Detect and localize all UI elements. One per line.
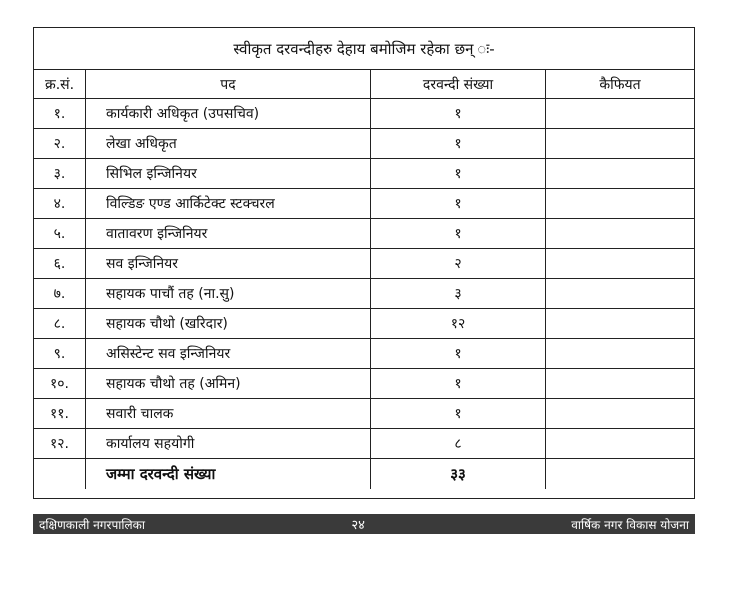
row-count: १: [371, 339, 546, 369]
positions-table: [34, 70, 694, 489]
table-row: [34, 399, 694, 429]
row-remark: [546, 99, 695, 129]
row-count: १: [371, 129, 546, 159]
table-row: [34, 429, 694, 459]
row-post: वातावरण इन्जिनियर: [86, 219, 371, 249]
row-post: सहायक चौथो तह (अमिन): [86, 369, 371, 399]
table-row: [34, 99, 694, 129]
row-post: सव इन्जिनियर: [86, 249, 371, 279]
total-row: [34, 459, 694, 490]
row-serial: ११.: [34, 399, 86, 429]
total-value: ३३: [371, 459, 546, 490]
page-footer: [33, 514, 695, 534]
row-remark: [546, 189, 695, 219]
row-serial: ६.: [34, 249, 86, 279]
row-remark: [546, 159, 695, 189]
total-serial-cell: [34, 459, 86, 490]
row-serial: ८.: [34, 309, 86, 339]
row-post: सहायक चौथो (खरिदार): [86, 309, 371, 339]
table-row: [34, 309, 694, 339]
staff-table: [33, 27, 695, 499]
row-count: ८: [371, 429, 546, 459]
row-count: ३: [371, 279, 546, 309]
row-post: सहायक पाचौं तह (ना.सु): [86, 279, 371, 309]
row-count: १: [371, 399, 546, 429]
header-remark: कैफियत: [546, 70, 695, 99]
table-row: [34, 279, 694, 309]
table-row: [34, 249, 694, 279]
header-row: [34, 70, 694, 99]
table-row: [34, 189, 694, 219]
row-count: १: [371, 159, 546, 189]
row-remark: [546, 219, 695, 249]
row-post: सिभिल इन्जिनियर: [86, 159, 371, 189]
row-serial: १.: [34, 99, 86, 129]
header-count: दरवन्दी संख्या: [371, 70, 546, 99]
row-remark: [546, 249, 695, 279]
row-serial: १०.: [34, 369, 86, 399]
row-serial: ५.: [34, 219, 86, 249]
page-number: २४: [351, 518, 365, 533]
row-count: १: [371, 99, 546, 129]
table-row: [34, 369, 694, 399]
row-count: १: [371, 219, 546, 249]
table-row: [34, 159, 694, 189]
row-remark: [546, 399, 695, 429]
row-serial: ३.: [34, 159, 86, 189]
row-serial: ७.: [34, 279, 86, 309]
row-remark: [546, 429, 695, 459]
row-post: सवारी चालक: [86, 399, 371, 429]
row-remark: [546, 129, 695, 159]
row-serial: २.: [34, 129, 86, 159]
row-post: कार्यकारी अधिकृत (उपसचिव): [86, 99, 371, 129]
total-label: जम्मा दरवन्दी संख्या: [86, 459, 371, 490]
table-row: [34, 129, 694, 159]
table-row: [34, 339, 694, 369]
row-remark: [546, 339, 695, 369]
table-caption: स्वीकृत दरवन्दीहरु देहाय बमोजिम रहेका छन् ः-: [34, 28, 694, 70]
row-count: १: [371, 189, 546, 219]
row-remark: [546, 279, 695, 309]
row-count: १२: [371, 309, 546, 339]
row-post: लेखा अधिकृत: [86, 129, 371, 159]
row-remark: [546, 309, 695, 339]
row-post: असिस्टेन्ट सव इन्जिनियर: [86, 339, 371, 369]
footer-municipality: दक्षिणकाली नगरपालिका: [39, 517, 145, 532]
table-row: [34, 219, 694, 249]
row-remark: [546, 369, 695, 399]
total-remark-cell: [546, 459, 695, 490]
header-serial: क्र.सं.: [34, 70, 86, 99]
row-serial: ४.: [34, 189, 86, 219]
row-serial: १२.: [34, 429, 86, 459]
row-count: २: [371, 249, 546, 279]
footer-document-title: वार्षिक नगर विकास योजना: [571, 517, 689, 532]
row-count: १: [371, 369, 546, 399]
row-serial: ९.: [34, 339, 86, 369]
header-post: पद: [86, 70, 371, 99]
row-post: कार्यालय सहयोगी: [86, 429, 371, 459]
row-post: विल्डिङ एण्ड आर्किटेक्ट स्टक्चरल: [86, 189, 371, 219]
